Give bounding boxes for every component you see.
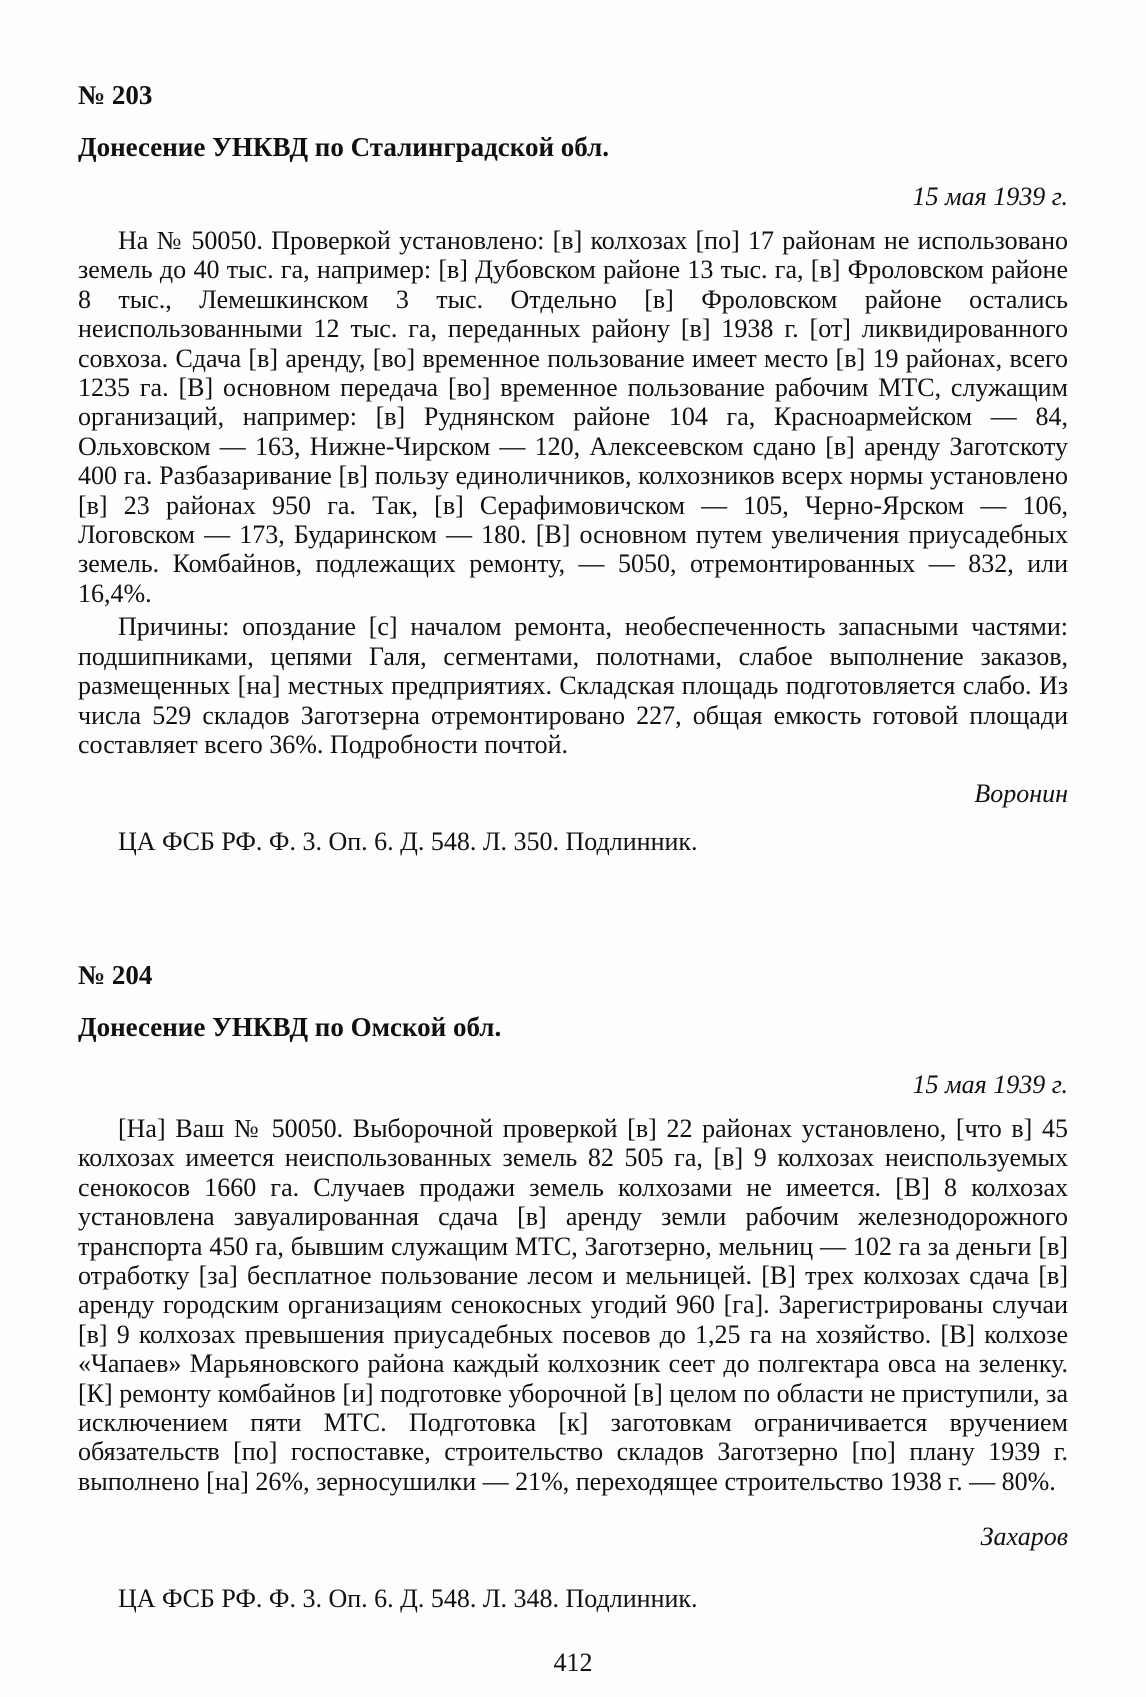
document-signature: Воронин — [974, 779, 1068, 809]
document-number: № 204 — [78, 960, 153, 990]
page-number: 412 — [553, 1648, 593, 1677]
document-203 — [78, 80, 1068, 857]
document-date: 15 мая 1939 г. — [912, 1070, 1068, 1099]
document-signature: Захаров — [980, 1522, 1068, 1552]
archive-source: ЦА ФСБ РФ. Ф. 3. Оп. 6. Д. 548. Л. 348. Подлинник. — [118, 1584, 698, 1614]
document-paragraph: На № 50050. Проверкой установлено: [в] колхозах [по] 17 районам не использовано земель до 40 тыс. га, например: [в] Дубовском районе 13 тыс. га, [в] Фроловском районе 8 тыс., Лемешкинском 3 тыс. Отдельно [в] Фроловском районе остались неиспользованными 12 тыс. га, переданных району [в] 1938 г. [от] ликвидированного совхоза. Сдача [в] аренду, [во] временное пользование имеет место [в] 19 районах, всего 1235 га. [В] основном передача [во] временное пользование рабочим МТС, служащим организаций, например: [в] Руднянском районе 104 га, Красноармейском — 84, Ольховском — 163, Нижне-Чирском — 120, Алексеевском сдано [в] аренду Заготскоту 400 га. Разбазаривание [в] пользу единоличников, колхозников всерх нормы установлено [в] 23 районах 950 га. Так, [в] Серафимовичском — 105, Черно-Ярском — 106, Логовском — 173, Бударинском — 180. [В] основном путем увеличения приусадебных земель. Комбайнов, подлежащих ремонту, — 5050, отремонтированных — 832, или 16,4%. — [78, 226, 1068, 608]
document-204 — [78, 960, 1068, 1614]
archive-source: ЦА ФСБ РФ. Ф. 3. Оп. 6. Д. 548. Л. 350. Подлинник. — [118, 827, 698, 857]
document-date: 15 мая 1939 г. — [912, 182, 1068, 211]
document-paragraph: Причины: опоздание [с] началом ремонта, необеспеченность запасными частями: подшипниками, цепями Галя, сегментами, полотнами, слабое выполнение заказов, размещенных [на] местных предприятиях. Складская площадь подготовляется слабо. Из числа 529 складов Заготзерна отремонтировано 227, общая емкость готовой площади составляет всего 36%. Подробности почтой. — [78, 612, 1068, 759]
document-number: № 203 — [78, 80, 153, 110]
document-title: Донесение УНКВД по Сталинградской обл. — [78, 132, 609, 162]
document-paragraph: [На] Ваш № 50050. Выборочной проверкой [в] 22 районах установлено, [что в] 45 колхозах имеется неиспользованных земель 82 505 га, [в] 9 колхозах неиспользуемых сенокосов 1660 га. Случаев продажи земель колхозами не имеется. [В] 8 колхозах установлена завуалированная сдача [в] аренду земли рабочим железнодорожного транспорта 450 га, бывшим служащим МТС, Заготзерно, мельниц — 102 га за деньги [в] отработку [за] бесплатное пользование лесом и мельницей. [В] трех колхозах сдача [в] аренду городским организациям сенокосных угодий 960 [га]. Зарегистрированы случаи [в] 9 колхозах превышения приусадебных посевов до 1,25 га на хозяйство. [В] колхозе «Чапаев» Марьяновского района каждый колхозник сеет до полгектара овса на зеленку. [К] ремонту комбайнов [и] подготовке уборочной [в] целом по области не приступили, за исключением пяти МТС. Подготовка [к] заготовкам ограничивается вручением обязательств [по] госпоставке, строительство складов Заготзерно [по] плану 1939 г. выполнено [на] 26%, зерносушилки — 21%, переходящее строительство 1938 г. — 80%. — [78, 1114, 1068, 1496]
document-title: Донесение УНКВД по Омской обл. — [78, 1012, 502, 1042]
